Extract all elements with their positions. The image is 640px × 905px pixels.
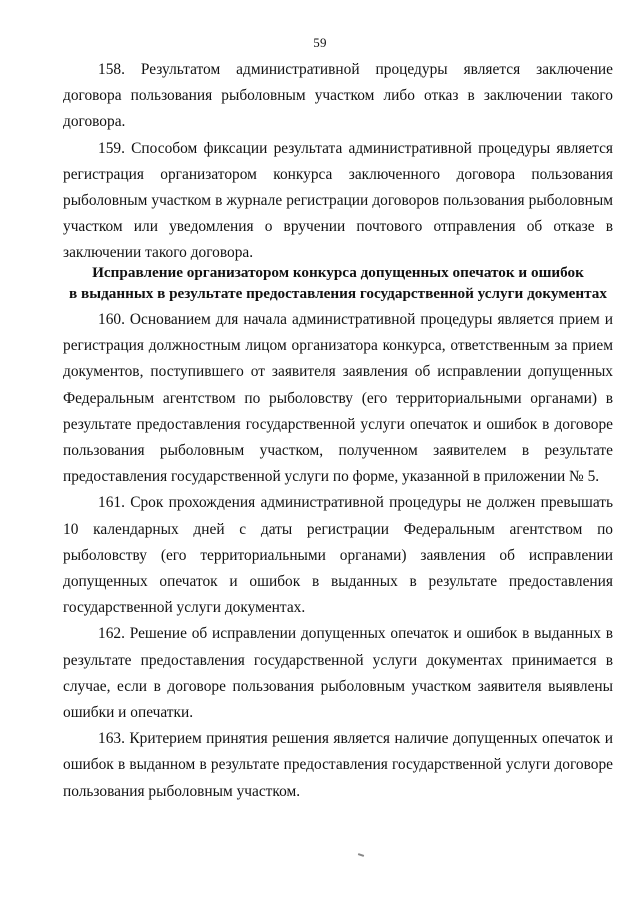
section-heading xyxy=(63,262,613,304)
scan-mark xyxy=(358,853,364,857)
paragraph-160: 160. Основанием для начала административной процедуры является прием и регистрация должностным лицом организатора конкурса, ответственным за прием документов, поступившего от заявителя заявления об исправлении допущенных Федеральным агентством по рыболовству (его территориальными органами) в результате предоставления государственной услуги опечаток и ошибок в договоре пользования рыболовным участком, полученном заявителем в результате предоставления государственной услуги по форме, указанной в приложении № 5. xyxy=(63,311,613,486)
page-number: 59 xyxy=(313,35,327,50)
section-heading-line-1: Исправление организатором конкурса допущенных опечаток и ошибок xyxy=(92,264,584,281)
paragraph-161: 161. Срок прохождения административной процедуры не должен превышать 10 календарных дней с даты регистрации Федеральным агентством по рыболовству (его территориальными органами) заявления об исправлении допущенных опечаток и ошибок в выданных в результате предоставления государственной услуги документах. xyxy=(63,494,613,617)
paragraph-158: 158. Результатом административной процедуры является заключение договора пользования рыболовным участком либо отказ в заключении такого договора. xyxy=(63,61,613,131)
paragraph-163: 163. Критерием принятия решения является наличие допущенных опечаток и ошибок в выданном в результате предоставления государственной услуги договоре пользования рыболовным участком. xyxy=(63,730,613,800)
section-heading-line-2: в выданных в результате предоставления государственной услуги документах xyxy=(69,285,607,302)
paragraph-159: 159. Способом фиксации результата административной процедуры является регистрация организатором конкурса заключенного договора пользования рыболовным участком в журнале регистрации договоров пользования рыболовным участком или уведомления о вручении почтового отправления об отказе в заключении такого договора. xyxy=(63,139,613,262)
bottom-paragraphs xyxy=(63,307,613,805)
paragraph-162: 162. Решение об исправлении допущенных опечаток и ошибок в выданных в результате предоставления государственной услуги документах принимается в случае, если в договоре пользования рыболовным участком заявителя выявлены ошибки и опечатки. xyxy=(63,625,613,722)
top-paragraphs xyxy=(63,57,613,267)
